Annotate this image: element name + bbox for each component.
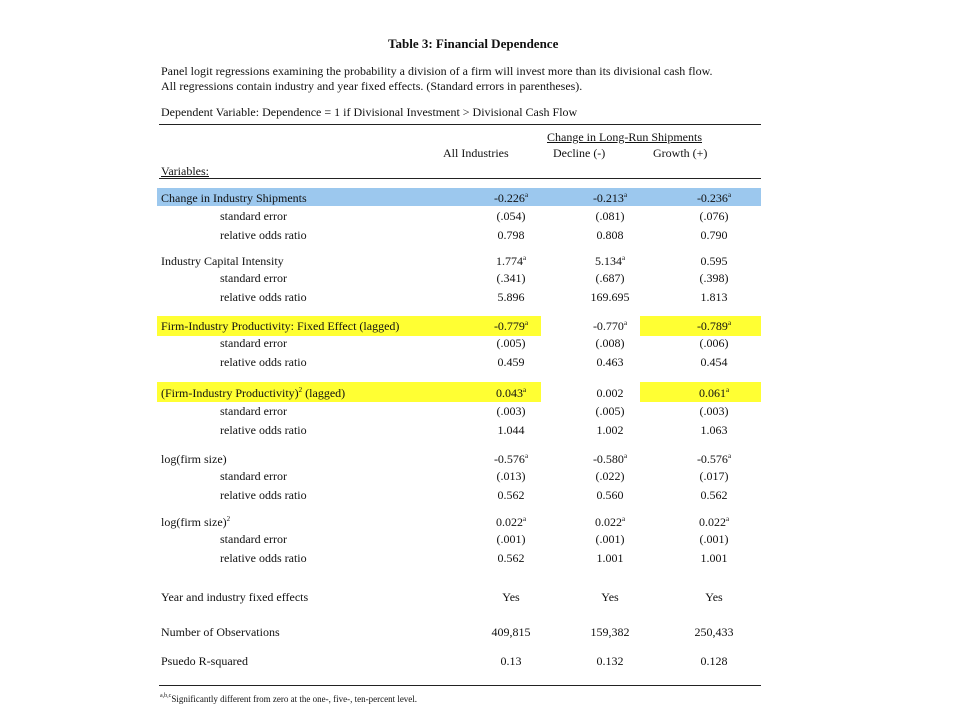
cell: 0.043$^a$ [495,386,527,400]
row-label-se: standard error [220,336,287,350]
intro-line-2: All regressions contain industry and year fixed effects. (Standard errors in parentheses). [161,79,583,93]
cell: (.013) [496,469,526,483]
cell: -0.789$^a$ [696,319,732,333]
cell: (.076) [699,209,729,223]
cell: 0.463 [596,355,624,369]
cell: 169.695 [590,290,630,304]
table-title: Table 3: Financial Dependence [388,36,559,51]
cell: (.005) [595,404,625,418]
cell: 0.132 [596,654,624,668]
row-label-or: relative odds ratio [220,488,307,502]
cell: 1.774$^a$ [495,254,527,268]
cell: 0.562 [497,488,525,502]
cell: (.001) [699,532,729,546]
row-label-capint: Industry Capital Intensity [161,254,284,268]
row-label-fixed: Year and industry fixed effects [161,590,309,604]
cell: 409,815 [491,625,531,639]
cell: -0.580$^a$ [592,452,628,466]
cell: 0.002 [596,386,624,400]
cell: Yes [502,590,520,604]
cell: (.081) [595,209,625,223]
cell: 0.022$^a$ [698,515,730,529]
row-label-fe: Firm-Industry Productivity: Fixed Effect (lagged) [161,319,400,333]
cell: 159,382 [590,625,630,639]
cell: -0.779$^a$ [493,319,529,333]
cell: (.005) [496,336,526,350]
cell: -0.226$^a$ [493,191,529,205]
cell: (.054) [496,209,526,223]
cell: Yes [705,590,723,604]
col-header-growth: Growth (+) [653,146,708,160]
cell: (.003) [699,404,729,418]
cell: 0.560 [596,488,624,502]
col-header-decline: Decline (-) [553,146,606,160]
cell: 0.595 [700,254,728,268]
cell: -0.213$^a$ [592,191,628,205]
cell: 0.808 [596,228,624,242]
row-label-se: standard error [220,404,287,418]
row-label-or: relative odds ratio [220,355,307,369]
cell: 0.13 [500,654,522,668]
cell: (.001) [496,532,526,546]
row-label-se: standard error [220,209,287,223]
cell: 0.454 [700,355,728,369]
cell: 1.001 [700,551,728,565]
cell: (.001) [595,532,625,546]
row-label-se: standard error [220,469,287,483]
cell: 1.063 [700,423,728,437]
row-label-se: standard error [220,532,287,546]
row-label-se: standard error [220,271,287,285]
cell: (.341) [496,271,526,285]
header-rule [159,178,761,179]
row-label-or: relative odds ratio [220,290,307,304]
variables-header: Variables: [161,164,209,178]
cell: 1.044 [497,423,525,437]
cell: 0.798 [497,228,525,242]
cell: 1.002 [596,423,624,437]
cell: 250,433 [694,625,734,639]
cell: (.008) [595,336,625,350]
top-rule [159,124,761,125]
row-label-sizesq: log(firm size)$^2$ [161,515,231,529]
row-label-fesq: (Firm-Industry Productivity)$^2$ (lagged) [161,386,346,400]
intro-line-1: Panel logit regressions examining the probability a division of a firm will invest more than its divisional cash flow. [161,64,713,78]
footnote: $^{a,b,c}$Significantly different from zero at the one-, five-, ten-percent level. [160,693,418,704]
cell: 0.128 [700,654,728,668]
cell: (.687) [595,271,625,285]
cell: -0.576$^a$ [493,452,529,466]
bottom-rule [159,685,761,686]
cell: 1.001 [596,551,624,565]
cell: (.006) [699,336,729,350]
group-header: Change in Long-Run Shipments [547,130,702,144]
row-label-or: relative odds ratio [220,423,307,437]
cell: 0.022$^a$ [594,515,626,529]
cell: 0.061$^a$ [698,386,730,400]
row-label-nobs: Number of Observations [161,625,280,639]
dependent-variable: Dependent Variable: Dependence = 1 if Divisional Investment > Divisional Cash Flow [161,105,578,119]
cell: 5.134$^a$ [594,254,626,268]
cell: 0.022$^a$ [495,515,527,529]
row-label-r2: Psuedo R-squared [161,654,248,668]
cell: (.017) [699,469,729,483]
cell: 0.562 [700,488,728,502]
cell: (.022) [595,469,625,483]
cell: 0.562 [497,551,525,565]
col-header-all: All Industries [443,146,509,160]
cell: 0.459 [497,355,525,369]
row-label-size: log(firm size) [161,452,227,466]
cell: 1.813 [700,290,728,304]
cell: Yes [601,590,619,604]
row-label-shipments: Change in Industry Shipments [161,191,307,205]
cell: -0.770$^a$ [592,319,628,333]
row-label-or: relative odds ratio [220,228,307,242]
cell: 0.790 [700,228,728,242]
cell: -0.576$^a$ [696,452,732,466]
cell: -0.236$^a$ [696,191,732,205]
cell: (.003) [496,404,526,418]
cell: 5.896 [497,290,525,304]
cell: (.398) [699,271,729,285]
row-label-or: relative odds ratio [220,551,307,565]
